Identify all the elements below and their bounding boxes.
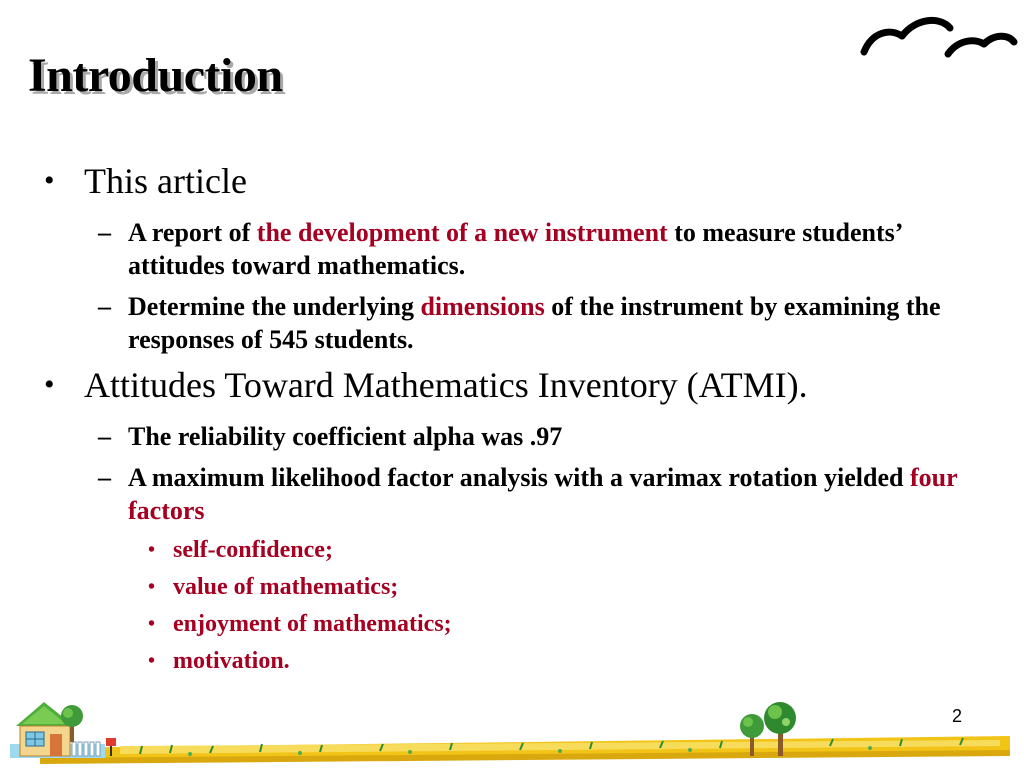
bullet-marker: • (44, 368, 55, 401)
text-segment: of the instrument by examining the responses of 545 students. (128, 292, 941, 354)
dash-marker: – (98, 218, 111, 247)
highlight-text: dimensions (420, 292, 545, 321)
bullet-atmi (40, 364, 990, 406)
factor-item (40, 646, 990, 676)
bullet-text: Attitudes Toward Mathematics Inventory (ATMI). (84, 365, 808, 405)
dash-marker: – (98, 292, 111, 321)
subbullet-dimensions (40, 290, 990, 356)
subbullet-reliability (40, 420, 990, 453)
house-icon (10, 702, 116, 758)
dash-marker: – (98, 463, 111, 492)
text-segment: A maximum likelihood factor analysis with a varimax rotation yielded (128, 463, 910, 492)
page-number: 2 (951, 706, 962, 726)
subbullet-factor-analysis (40, 461, 990, 527)
factor-text: enjoyment of mathematics; (173, 611, 452, 637)
subbullet-report (40, 216, 990, 282)
factor-text: value of mathematics; (173, 574, 399, 600)
bullet-marker: • (44, 164, 55, 197)
highlight-text: the development of a new instrument (256, 218, 668, 247)
text-segment: to measure students’ attitudes toward mathematics. (128, 218, 902, 280)
bullet-marker: • (148, 650, 156, 672)
factor-item (40, 572, 990, 602)
dash-marker: – (98, 422, 111, 451)
text-segment: A report of (128, 218, 257, 247)
text-segment: Determine the underlying (128, 292, 421, 321)
factor-item (40, 535, 990, 565)
factor-text: self-confidence; (173, 537, 333, 563)
slide-title: Introduction (28, 49, 283, 102)
bullet-marker: • (148, 539, 156, 561)
highlight-text: four factors (128, 463, 958, 525)
bullet-text: This article (84, 161, 247, 201)
birds-icon (858, 10, 1018, 70)
bullet-list (40, 160, 990, 683)
text-segment: The reliability coefficient alpha was .97 (128, 422, 563, 451)
factor-text: motivation. (173, 648, 290, 674)
bullet-marker: • (148, 576, 156, 598)
factor-item (40, 609, 990, 639)
footer-decoration (0, 696, 1024, 768)
bullet-this-article (40, 160, 990, 202)
grass-strip (40, 736, 1010, 764)
bullet-marker: • (148, 613, 156, 635)
